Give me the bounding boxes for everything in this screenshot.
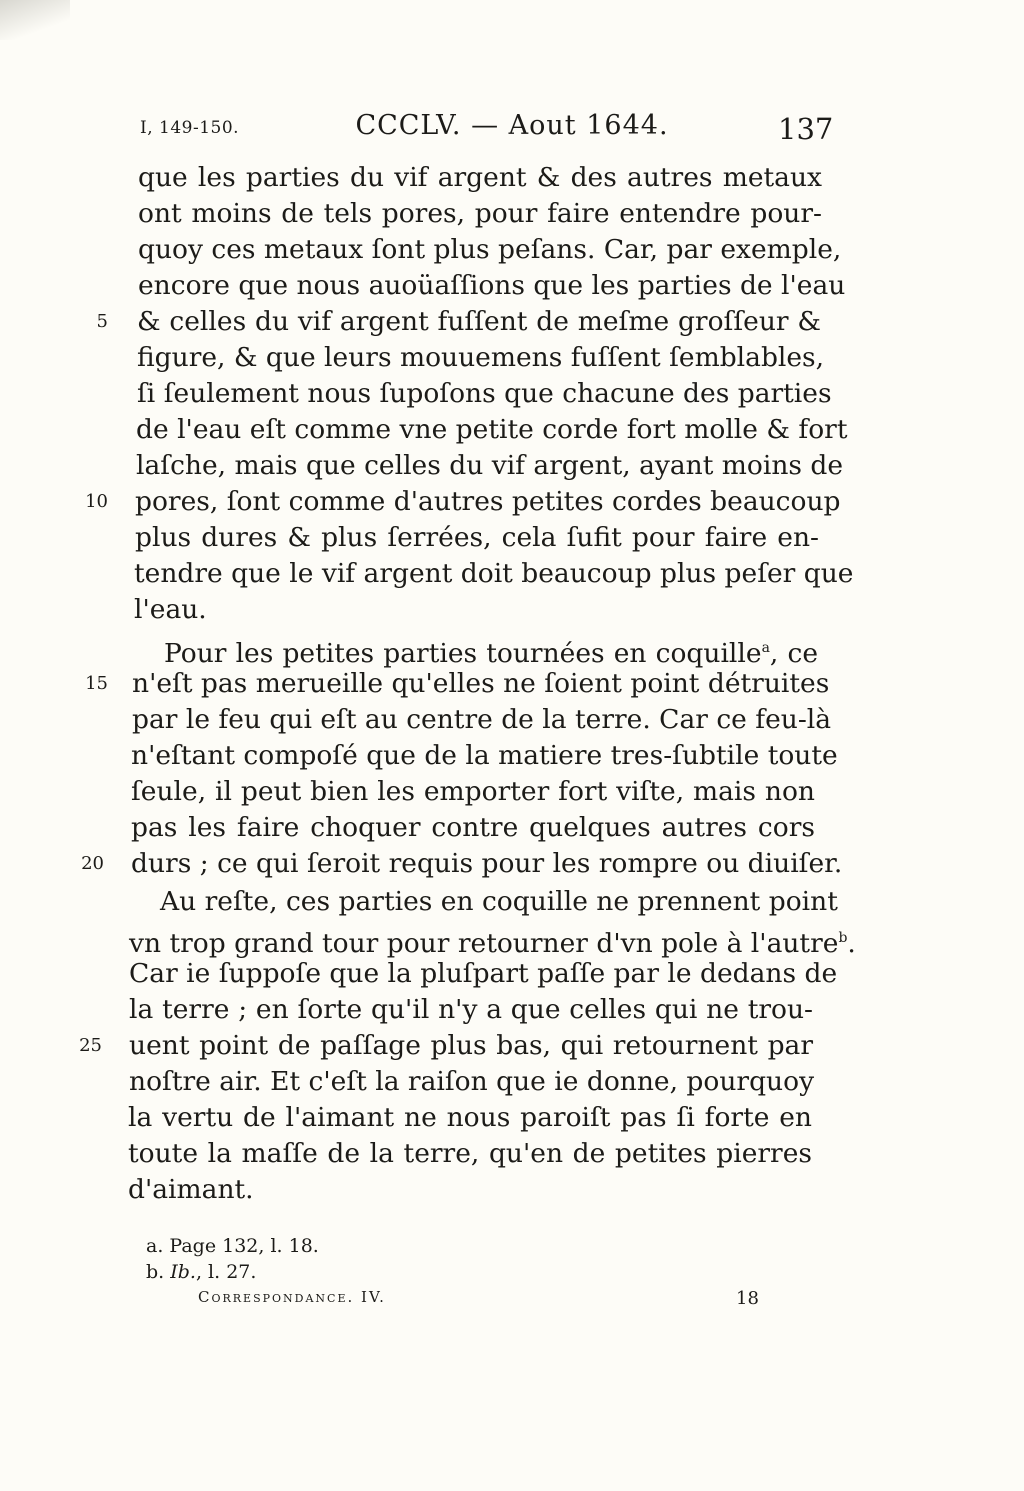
line-number: 20	[81, 853, 104, 874]
text-line: la terre ; en ſorte qu'il n'y a que celles qui ne trou-	[129, 994, 813, 1025]
text-line: la vertu de l'aimant ne nous paroiſt pas ſi forte en	[128, 1102, 812, 1133]
text-line: pores, ſont comme d'autres petites cordes beaucoup	[135, 486, 841, 517]
text-line: plus dures & plus ſerrées, cela ſufit pour faire en-	[135, 522, 819, 553]
line-number: 10	[85, 491, 108, 512]
scan-corner-shadow	[0, 0, 70, 40]
text-line: toute la maſſe de la terre, qu'en de petites pierres	[128, 1138, 812, 1169]
text-line: encore que nous auoüaſſions que les parties de l'eau	[138, 270, 846, 301]
footnotes	[146, 1233, 319, 1285]
text-line: n'eſtant compoſé que de la matiere tres-ſubtile toute	[131, 740, 838, 771]
text-line: n'eſt pas merueille qu'elles ne ſoient point détruites	[132, 668, 830, 699]
text-line: l'eau.	[134, 594, 207, 625]
text-line: ſi ſeulement nous ſupoſons que chacune des parties	[137, 378, 832, 409]
text-line: figure, & que leurs mouuemens fuſſent ſemblables,	[137, 342, 825, 373]
text-line: Pour les petites parties tournées en coquille$^a$, ce	[164, 637, 818, 669]
text-line: & celles du vif argent fuſſent de meſme groſſeur &	[137, 306, 821, 337]
text-line: de l'eau eſt comme vne petite corde fort molle & fort	[136, 414, 848, 445]
text-line: uent point de paſſage plus bas, qui retournent par	[129, 1030, 813, 1061]
text-line: Car ie ſuppoſe que la pluſpart paſſe par le dedans de	[129, 958, 838, 989]
text-line: durs ; ce qui ſeroit requis pour les rompre ou diuiſer.	[131, 848, 843, 879]
text-line: ont moins de tels pores, pour faire entendre pour-	[138, 198, 822, 229]
footnote-a: a. Page 132, l. 18.	[146, 1235, 319, 1257]
text-line: noſtre air. Et c'eſt la raiſon que ie donne, pourquoy	[129, 1066, 815, 1097]
line-number: 15	[85, 673, 108, 694]
text-line: ſeule, il peut bien les emporter fort viſte, mais non	[131, 776, 815, 807]
footnote-ref-b: b	[838, 930, 848, 946]
footnote-ref-a: a	[761, 640, 770, 656]
text-line: tendre que le vif argent doit beaucoup plus peſer que	[134, 558, 854, 589]
page-title: CCCLV. — Aout 1644.	[355, 110, 669, 141]
text-line: pas les faire choquer contre quelques autres cors	[131, 812, 815, 843]
text-line: laſche, mais que celles du vif argent, ayant moins de	[136, 450, 844, 481]
page-header	[0, 110, 1024, 150]
line-number: 25	[79, 1035, 102, 1056]
text-line: par le feu qui eſt au centre de la terre. Car ce feu-là	[132, 704, 832, 735]
text-line: vn trop grand tour pour retourner d'vn pole à l'autre$^b$.	[129, 927, 856, 959]
page-footer	[0, 1288, 1024, 1314]
text-line: Au reſte, ces parties en coquille ne prennent point	[160, 886, 838, 917]
line-number: 5	[96, 311, 108, 332]
text-line: que les parties du vif argent & des autres metaux	[138, 162, 822, 193]
source-reference: I, 149-150.	[140, 118, 240, 138]
text-line: d'aimant.	[128, 1174, 254, 1205]
footnote-b: b. Ib., l. 27.	[146, 1261, 257, 1283]
text-line: quoy ces metaux ſont plus peſans. Car, par exemple,	[138, 234, 842, 265]
signature-mark: Correspondance. IV.	[198, 1288, 386, 1306]
page-number: 137	[778, 112, 834, 146]
signature-number: 18	[736, 1288, 759, 1309]
